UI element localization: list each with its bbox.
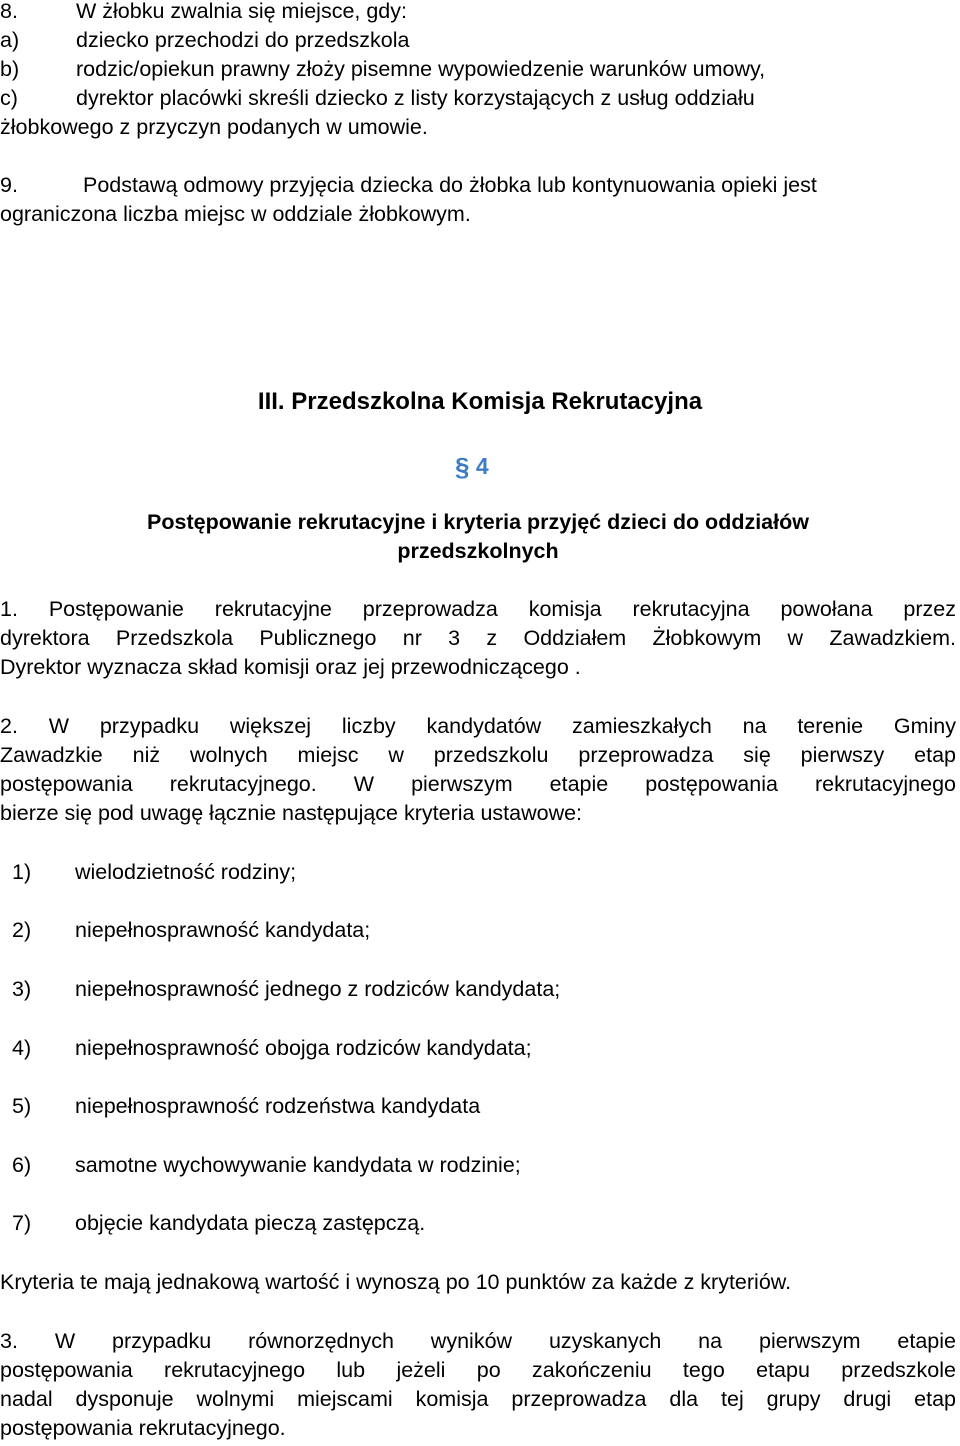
item-8-sub-a-label: a) <box>0 28 20 52</box>
item-9-line-2: ograniczona liczba miejsc w oddziale żłobkowym. <box>0 202 471 226</box>
criterion-1-text: wielodzietność rodziny; <box>75 860 297 884</box>
criterion-4-text: niepełnosprawność obojga rodziców kandydata; <box>75 1036 532 1060</box>
section-subtitle-line-2: przedszkolnych <box>397 539 559 563</box>
point-3-line-1: 3. W przypadku równorzędnych wyników uzyskanych na pierwszym etapie <box>0 1329 956 1353</box>
item-8-sub-a-text: dziecko przechodzi do przedszkola <box>76 28 410 52</box>
item-8-number: 8. <box>0 0 18 23</box>
item-8-sub-c-text: dyrektor placówki skreśli dziecko z listy korzystających z usług oddziału <box>76 86 755 110</box>
point-2-line-4: bierze się pod uwagę łącznie następujące kryteria ustawowe: <box>0 801 583 825</box>
point-3-line-4: postępowania rekrutacyjnego. <box>0 1416 286 1440</box>
criterion-5-text: niepełnosprawność rodzeństwa kandydata <box>75 1094 481 1118</box>
criterion-3-text: niepełnosprawność jednego z rodziców kandydata; <box>75 977 561 1001</box>
criterion-4-label: 4) <box>12 1036 32 1060</box>
criterion-2-label: 2) <box>12 918 32 942</box>
criterion-6-label: 6) <box>12 1153 32 1177</box>
point-2-line-1: 2. W przypadku większej liczby kandydatów zamieszkałych na terenie Gminy <box>0 714 956 738</box>
point-1-line-3: Dyrektor wyznacza skład komisji oraz jej przewodniczącego . <box>0 655 581 679</box>
item-8-text: W żłobku zwalnia się miejsce, gdy: <box>76 0 407 23</box>
criterion-7-label: 7) <box>12 1211 32 1235</box>
item-8-sub-c-label: c) <box>0 86 18 110</box>
criterion-5-label: 5) <box>12 1094 32 1118</box>
point-1-line-1: 1. Postępowanie rekrutacyjne przeprowadza komisja rekrutacyjna powołana przez <box>0 597 956 621</box>
item-8-sub-b-label: b) <box>0 57 20 81</box>
criterion-7-text: objęcie kandydata pieczą zastępczą. <box>75 1211 426 1235</box>
criterion-1-label: 1) <box>12 860 32 884</box>
item-8-sub-b-text: rodzic/opiekun prawny złoży pisemne wypowiedzenie warunków umowy, <box>76 57 766 81</box>
paragraph-heading <box>455 451 489 481</box>
item-9-number: 9. <box>0 173 18 197</box>
criterion-6-text: samotne wychowywanie kandydata w rodzinie; <box>75 1153 521 1177</box>
paragraph-number: 4 <box>475 453 489 479</box>
item-8-continuation: żłobkowego z przyczyn podanych w umowie. <box>0 115 428 139</box>
criteria-note: Kryteria te mają jednakową wartość i wynoszą po 10 punktów za każde z kryteriów. <box>0 1270 792 1294</box>
point-3-line-3: nadal dysponuje wolnymi miejscami komisja przeprowadza dla tej grupy drugi etap <box>0 1387 956 1411</box>
point-2-line-2: Zawadzkie niż wolnych miejsc w przedszkolu przeprowadza się pierwszy etap <box>0 743 956 767</box>
section-title: III. Przedszkolna Komisja Rekrutacyjna <box>257 388 703 415</box>
point-2-line-3: postępowania rekrutacyjnego. W pierwszym etapie postępowania rekrutacyjnego <box>0 772 956 796</box>
section-subtitle-line-1: Postępowanie rekrutacyjne i kryteria przyjęć dzieci do oddziałów <box>147 510 809 534</box>
item-9-line-1: Podstawą odmowy przyjęcia dziecka do żłobka lub kontynuowania opieki jest <box>83 173 817 197</box>
paragraph-sign: § <box>455 452 470 482</box>
point-3-line-2: postępowania rekrutacyjnego lub jeżeli po zakończeniu tego etapu przedszkole <box>0 1358 956 1382</box>
criterion-3-label: 3) <box>12 977 32 1001</box>
criterion-2-text: niepełnosprawność kandydata; <box>75 918 371 942</box>
point-1-line-2: dyrektora Przedszkola Publicznego nr 3 z Oddziałem Żłobkowym w Zawadzkiem. <box>0 626 956 650</box>
